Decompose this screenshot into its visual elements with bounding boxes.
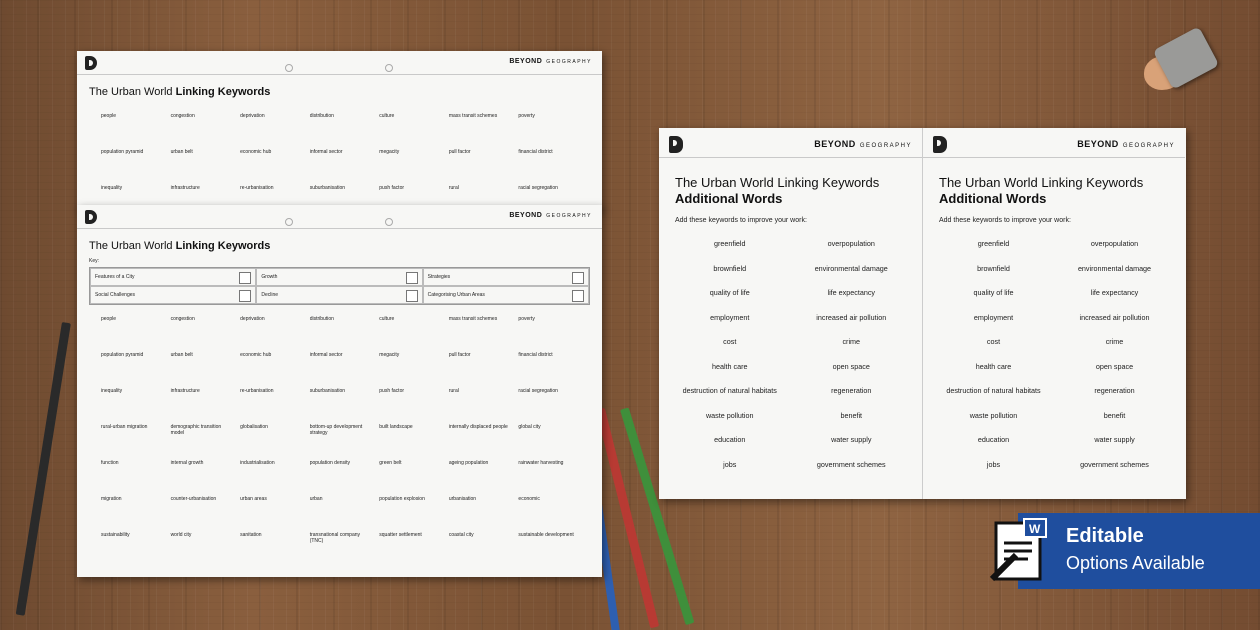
keyword-item: urbanisation [448, 496, 477, 502]
keyword-item: racial segregation [518, 185, 558, 191]
keyword-item: coastal city [448, 532, 474, 538]
keyword-item: population pyramid [101, 149, 144, 155]
additional-word: destruction of natural habitats [682, 386, 777, 395]
beyond-logo-icon [85, 56, 97, 70]
keyword-item: global city [518, 424, 541, 430]
additional-words-sheet [659, 128, 1186, 499]
keyword-item: informal sector [309, 352, 343, 358]
keyword-item: distribution [309, 113, 334, 119]
keyword-item: people [101, 316, 117, 322]
keyword-item: rural [448, 388, 459, 394]
key-cell: Growth [256, 268, 422, 286]
keyword-item: people [101, 113, 117, 119]
additional-word: jobs [986, 459, 1001, 469]
additional-word: open space [832, 361, 870, 371]
additional-word: benefit [1103, 410, 1126, 420]
keyword-item: ageing population [448, 460, 489, 466]
keyword-item: world city [170, 532, 192, 538]
keyword-item: rainwater harvesting [518, 460, 564, 466]
sheet-header [77, 205, 602, 229]
key-cell: Social Challenges [90, 286, 256, 304]
beyond-logo-icon [669, 136, 683, 153]
keyword-item: sustainable development [518, 532, 574, 538]
keyword-item: megacity [379, 352, 400, 358]
badge-subtitle: Options Available [1066, 553, 1205, 573]
keyword-item: push factor [379, 185, 405, 191]
keyword-item: distribution [309, 316, 334, 322]
keyword-item: urban areas [240, 496, 267, 502]
keyword-item: pull factor [448, 149, 471, 155]
keyword-item: economic hub [240, 352, 272, 358]
additional-word: jobs [723, 459, 737, 469]
additional-word: water supply [831, 435, 872, 444]
keyword-item: suburbanisation [309, 185, 346, 191]
additional-word: open space [1095, 361, 1134, 371]
sheet-title: The Urban World Linking Keywords [89, 240, 271, 252]
keyword-item: function [101, 460, 119, 466]
worksheet-front [77, 205, 602, 577]
keyword-item: built landscape [379, 424, 413, 430]
additional-word: increased air pollution [1079, 312, 1150, 322]
keyword-item: economic hub [240, 149, 272, 155]
additional-word: regeneration [1094, 386, 1135, 395]
keyword-item: urban belt [170, 149, 193, 155]
keyword-item: inequality [101, 388, 123, 394]
editable-badge[interactable] [1018, 513, 1260, 589]
key-label: Key: [89, 258, 100, 264]
additional-word: increased air pollution [816, 312, 887, 322]
keyword-item: financial district [518, 149, 553, 155]
additional-word: overpopulation [827, 239, 875, 248]
keyword-item: rural [448, 185, 459, 191]
additional-word: waste pollution [705, 410, 754, 420]
beyond-logo-icon [933, 136, 947, 153]
badge-title: Editable [1066, 525, 1144, 547]
keyword-item: re-urbanisation [240, 185, 274, 191]
key-cell: Strategies [423, 268, 589, 286]
sheet-title: The Urban World Linking Keywords [89, 86, 271, 98]
keyword-item: deprivation [240, 316, 265, 322]
keyword-item: internal growth [170, 460, 204, 466]
pencil-red [596, 408, 659, 628]
pencil-black [16, 322, 71, 616]
punch-hole [385, 218, 393, 226]
keyword-grid [101, 316, 582, 568]
additional-word: health care [975, 361, 1012, 371]
sheet-header [923, 128, 1185, 158]
keyword-item: culture [379, 113, 395, 119]
keyword-item: urban [309, 496, 323, 502]
keyword-item: demographic transition model [170, 424, 222, 436]
additional-word: destruction of natural habitats [946, 386, 1041, 395]
keyword-item: migration [101, 496, 122, 502]
additional-word: greenfield [713, 239, 746, 248]
additional-word: education [977, 435, 1010, 444]
keyword-item: deprivation [240, 113, 265, 119]
intro-text: Add these keywords to improve your work: [939, 217, 1071, 224]
additional-word: crime [842, 337, 861, 346]
keyword-item: industrialisation [240, 460, 275, 466]
additional-word: cost [986, 337, 1001, 346]
punch-hole [285, 218, 293, 226]
word-document-icon [988, 517, 1052, 587]
additional-word: waste pollution [969, 410, 1018, 420]
keyword-item: green belt [379, 460, 402, 466]
additional-word: cost [723, 337, 737, 346]
additional-word: health care [711, 361, 748, 371]
keyword-item: internally displaced people [448, 424, 508, 430]
intro-text: Add these keywords to improve your work: [675, 217, 807, 224]
additional-word: overpopulation [1090, 239, 1139, 248]
additional-word: life expectancy [1090, 288, 1139, 297]
additional-word: greenfield [977, 239, 1010, 248]
keyword-item: infrastructure [170, 388, 200, 394]
svg-text:W: W [1029, 522, 1041, 536]
keyword-item: infrastructure [170, 185, 200, 191]
additional-word-list [933, 239, 1175, 470]
keyword-item: population pyramid [101, 352, 144, 358]
additional-word: regeneration [831, 386, 872, 395]
keyword-item: rural-urban migration [101, 424, 148, 430]
additional-word: environmental damage [1077, 263, 1152, 273]
additional-word: brownfield [713, 263, 747, 273]
keyword-item: congestion [170, 316, 195, 322]
punch-hole [385, 64, 393, 72]
additional-word: brownfield [977, 263, 1010, 273]
keyword-item: informal sector [309, 149, 343, 155]
keyword-item: pull factor [448, 352, 471, 358]
keyword-item: bottom-up development strategy [309, 424, 363, 436]
punch-hole [285, 64, 293, 72]
additional-word: government schemes [816, 459, 886, 469]
keyword-item: sustainability [101, 532, 130, 538]
additional-word: environmental damage [814, 263, 888, 273]
additional-words-page [922, 128, 1185, 499]
additional-word: benefit [840, 410, 863, 420]
sheet-header [77, 51, 602, 75]
brand-label: BEYOND GEOGRAPHY [509, 212, 592, 219]
keyword-item: poverty [518, 113, 535, 119]
key-cell: Features of a City [90, 268, 256, 286]
beyond-logo-icon [85, 210, 97, 224]
keyword-item: suburbanisation [309, 388, 346, 394]
additional-word: education [714, 435, 746, 444]
sheet-header [659, 128, 922, 158]
keyword-item: counter-urbanisation [170, 496, 217, 502]
keyword-item: urban belt [170, 352, 193, 358]
additional-word: life expectancy [827, 288, 876, 297]
keyword-item: poverty [518, 316, 535, 322]
sheet-title: The Urban World Linking Keywords Additional Words [939, 175, 1144, 206]
keyword-item: mass transit schemes [448, 113, 498, 119]
keyword-item: megacity [379, 149, 400, 155]
key-table [89, 267, 590, 305]
keyword-item: mass transit schemes [448, 316, 498, 322]
brand-label: BEYOND GEOGRAPHY [509, 58, 592, 65]
key-cell: Categorising Urban Areas [423, 286, 589, 304]
keyword-item: population density [309, 460, 351, 466]
brand-label: BEYOND GEOGRAPHY [814, 139, 912, 149]
keyword-item: congestion [170, 113, 195, 119]
key-cell: Decline [256, 286, 422, 304]
keyword-item: push factor [379, 388, 405, 394]
keyword-item: squatter settlement [379, 532, 422, 538]
additional-word: employment [973, 312, 1014, 322]
sheet-title: The Urban World Linking Keywords Additional Words [675, 175, 880, 206]
keyword-item: globalisation [240, 424, 268, 430]
keyword-item: transnational company (TNC) [309, 532, 361, 544]
keyword-item: sanitation [240, 532, 262, 538]
additional-word-list [669, 239, 912, 470]
worksheet-back [77, 51, 602, 211]
keyword-item: population explosion [379, 496, 425, 502]
additional-word: crime [1105, 337, 1124, 346]
keyword-item: financial district [518, 352, 553, 358]
brand-label: BEYOND GEOGRAPHY [1077, 139, 1175, 149]
keyword-item: culture [379, 316, 395, 322]
additional-word: government schemes [1080, 459, 1149, 469]
keyword-item: re-urbanisation [240, 388, 274, 394]
additional-word: quality of life [973, 288, 1014, 297]
additional-word: water supply [1094, 435, 1135, 444]
keyword-item: economic [518, 496, 540, 502]
keyword-item: racial segregation [518, 388, 558, 394]
keyword-item: inequality [101, 185, 123, 191]
additional-word: quality of life [709, 288, 750, 297]
additional-words-page [659, 128, 922, 499]
additional-word: employment [710, 312, 750, 322]
